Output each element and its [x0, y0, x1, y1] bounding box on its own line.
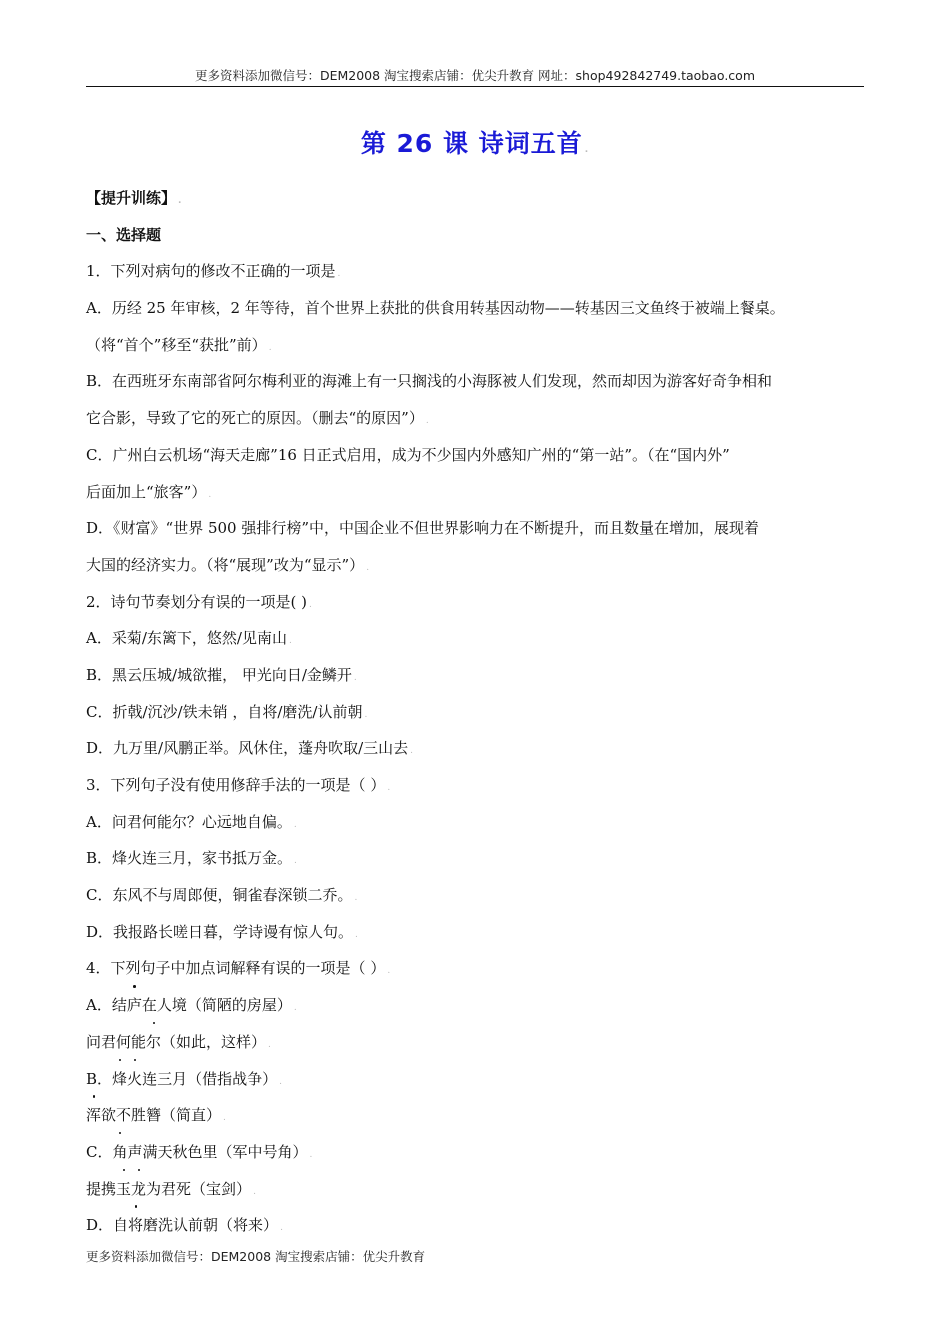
option-text: C．折戟/沉沙/铁未销 ，自将/磨洗/认前朝 [86, 702, 363, 721]
option-text: C．东风不与周郎便，铜雀春深锁二乔。 [86, 886, 353, 905]
page-header: 更多资料添加微信号：DEM2008 淘宝搜索店铺：优尖升教育 网址：shop492842749.taobao.com [194, 68, 756, 83]
paragraph-mark: . [268, 1039, 271, 1050]
dotted-char: 庐 [127, 987, 142, 1024]
paragraph-mark: . [364, 709, 368, 720]
title-text: 第 26 课 诗词五首 [360, 129, 583, 158]
paragraph-mark: . [387, 966, 391, 977]
question-3-option-b [86, 840, 862, 877]
question-2-option-d [86, 730, 862, 767]
option-text: 大国的经济实力。（将“展现”改为“显示”） [86, 555, 365, 574]
dotted-char: 烽 [112, 1061, 127, 1098]
question-1-option-b-cont [86, 400, 862, 437]
question-2-stem [86, 584, 862, 621]
option-text: 欲不胜簪（简直） [101, 1106, 222, 1125]
paragraph-mark: . [223, 1113, 226, 1124]
question-4-option-a [86, 987, 862, 1024]
paragraph-mark: . [366, 562, 370, 573]
option-text: 磨洗认前朝（将来） [143, 1216, 279, 1235]
option-text: B．黑云压城/城欲摧， 甲光向日/金鳞开 [86, 665, 352, 684]
paragraph-mark: . [293, 819, 297, 830]
dotted-char: 龙 [131, 1171, 146, 1208]
question-4-option-d [86, 1207, 862, 1244]
paragraph-mark: . [309, 599, 312, 610]
paragraph-mark: . [279, 1076, 282, 1087]
paragraph-mark: . [253, 1186, 256, 1197]
paragraph-mark: . [353, 672, 357, 683]
paragraph-mark: . [354, 893, 358, 904]
dotted-char: 尔 [146, 1024, 161, 1061]
paragraph-mark: . [337, 269, 341, 280]
question-text: 4．下列句子中加点词解释有误的一项是（ ） [86, 959, 386, 978]
header-rule [86, 86, 864, 87]
question-3-option-a [86, 804, 862, 841]
question-1-option-d: D．《财富》“世界 500 强排行榜”中，中国企业不但世界影响力在不断提升，而且数量在增加，展现着 [86, 519, 760, 538]
question-1-option-a-cont [86, 327, 862, 364]
question-1-option-d-cont [86, 547, 862, 584]
question-4-stem [86, 950, 862, 987]
paragraph-mark: . [410, 746, 414, 757]
question-1-option-c: C．广州白云机场“海天走廊”16 日正式启用，成为不少国内外感知广州的“第一站”。（在“国内外” [86, 445, 730, 464]
option-text: 问君何能 [86, 1032, 147, 1051]
document-body [86, 180, 862, 1244]
question-3-stem [86, 767, 862, 804]
option-text: A．结 [86, 996, 127, 1015]
option-text: D．自 [86, 1216, 129, 1235]
question-4-option-c [86, 1134, 862, 1171]
question-2-option-b [86, 657, 862, 694]
question-4-option-a-2 [86, 1024, 862, 1061]
option-text: 在人境（简陋的房屋） [141, 996, 292, 1015]
dotted-char: 火 [127, 1061, 142, 1098]
option-text: 声满天秋色里（军中号角） [127, 1142, 308, 1161]
question-4-option-b-2 [86, 1097, 862, 1134]
paragraph-mark: . [178, 196, 182, 206]
dotted-char: 将 [128, 1207, 143, 1244]
question-1-option-c-cont [86, 474, 862, 511]
question-text: 1．下列对病句的修改不正确的一项是 [86, 262, 336, 281]
paragraph-mark: . [293, 1003, 297, 1014]
dotted-char: 浑 [86, 1097, 101, 1134]
paragraph-mark: . [584, 145, 590, 155]
part-heading: 一、选择题 [86, 225, 162, 244]
question-3-option-d [86, 914, 862, 951]
option-text: （将“首个”移至“获批”前） [86, 335, 267, 354]
section-label-text: 【提升训练】 [86, 189, 177, 207]
option-text: 后面加上“旅客”） [86, 482, 207, 501]
option-text: B．烽火连三月，家书抵万金。 [86, 849, 293, 868]
paragraph-mark: . [288, 636, 292, 647]
question-1-option-a: A．历经 25 年审核，2 年等待，首个世界上获批的供食用转基因动物——转基因三文鱼终于被端上餐桌。 [86, 299, 785, 318]
paragraph-mark: . [425, 416, 429, 427]
question-2-option-c [86, 694, 862, 731]
paragraph-mark: . [294, 856, 297, 867]
page-footer: 更多资料添加微信号：DEM2008 淘宝搜索店铺：优尖升教育 [86, 1249, 426, 1264]
dotted-char: 玉 [116, 1171, 131, 1208]
question-2-option-a [86, 620, 862, 657]
question-4-option-b [86, 1061, 862, 1098]
option-text: 提携 [86, 1179, 117, 1198]
option-text: D．九万里/风鹏正举。风休住，蓬舟吹取/三山去 [86, 739, 409, 758]
section-label [86, 180, 862, 217]
dotted-char: 角 [112, 1134, 127, 1171]
question-4-option-c-2 [86, 1171, 862, 1208]
option-text: 连三月（借指战争） [142, 1069, 278, 1088]
paragraph-mark: . [387, 783, 391, 793]
paragraph-mark: . [268, 342, 272, 353]
paragraph-mark: . [208, 489, 212, 500]
question-text: 2．诗句节奏划分有误的一项是( ) [86, 592, 308, 611]
option-text: 为君死（宝剑） [146, 1179, 252, 1198]
option-text: D．我报路长嗟日暮，学诗谩有惊人句。 [86, 922, 354, 941]
option-text: （如此，这样） [161, 1032, 267, 1051]
option-text: 它合影，导致了它的死亡的原因。（删去“的原因”） [86, 409, 424, 428]
option-text: B． [86, 1069, 113, 1088]
question-1-stem [86, 253, 862, 290]
question-text: 3．下列句子没有使用修辞手法的一项是（ ） [86, 776, 386, 794]
option-text: A．采菊/东篱下，悠然/见南山 [86, 629, 287, 648]
paragraph-mark: . [355, 929, 358, 940]
paragraph-mark: . [309, 1149, 313, 1160]
option-text: A．问君何能尔？心远地自偏。 [86, 812, 292, 831]
option-text: C． [86, 1142, 113, 1161]
page-title [0, 124, 950, 160]
paragraph-mark: . [280, 1223, 283, 1234]
question-3-option-c [86, 877, 862, 914]
question-1-option-b: B．在西班牙东南部省阿尔梅利亚的海滩上有一只搁浅的小海豚被人们发现，然而却因为游客好奇争相和 [86, 372, 773, 391]
